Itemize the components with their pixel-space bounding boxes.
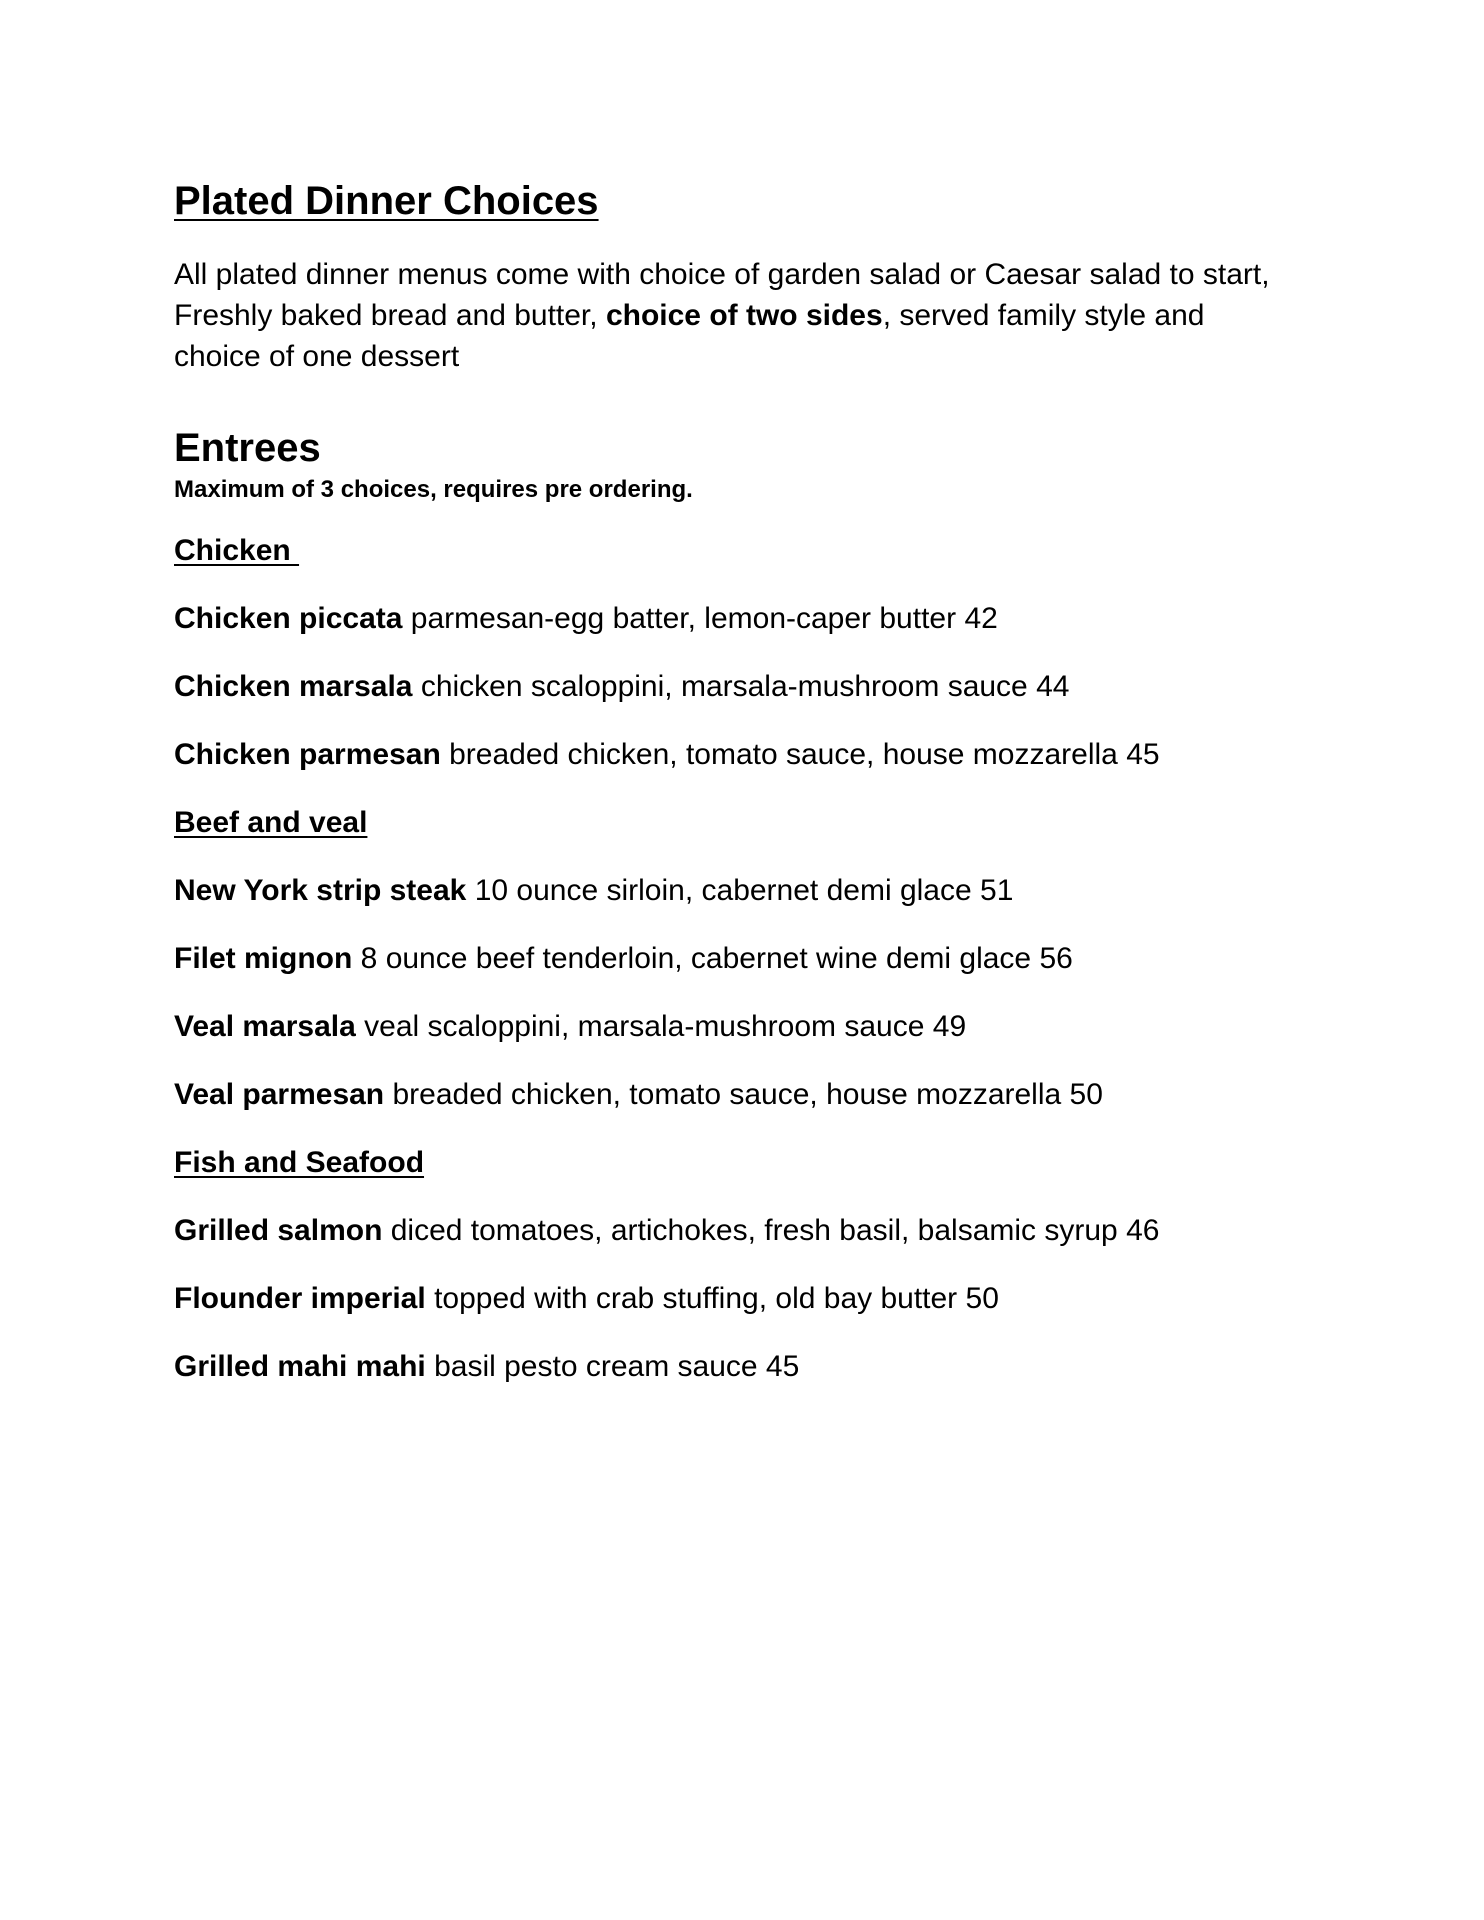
menu-page bbox=[174, 176, 1334, 1417]
category-fish-and-seafood bbox=[174, 1145, 1334, 1385]
item-price: 56 bbox=[1039, 942, 1073, 975]
item-description: topped with crab stuffing, old bay butter bbox=[434, 1282, 958, 1315]
item-price: 44 bbox=[1036, 670, 1070, 703]
item-description: breaded chicken, tomato sauce, house mozzarella bbox=[392, 1078, 1062, 1111]
menu-item bbox=[174, 669, 1334, 705]
item-price: 50 bbox=[1069, 1078, 1103, 1111]
item-description: 8 ounce beef tenderloin, cabernet wine demi glace bbox=[360, 942, 1032, 975]
menu-item bbox=[174, 1077, 1334, 1113]
item-price: 51 bbox=[980, 874, 1014, 907]
item-name: Chicken marsala bbox=[174, 670, 413, 703]
item-name: Chicken piccata bbox=[174, 602, 403, 635]
menu-item bbox=[174, 1009, 1334, 1045]
item-name: Grilled mahi mahi bbox=[174, 1350, 426, 1383]
item-description: chicken scaloppini, marsala-mushroom sauce bbox=[420, 670, 1028, 703]
item-name: Grilled salmon bbox=[174, 1214, 383, 1247]
item-name: Flounder imperial bbox=[174, 1282, 426, 1315]
item-price: 50 bbox=[965, 1282, 999, 1315]
item-description: basil pesto cream sauce bbox=[434, 1350, 758, 1383]
category-title: Beef and veal bbox=[174, 806, 368, 839]
intro-line-3: choice of one dessert bbox=[174, 340, 460, 373]
menu-item bbox=[174, 873, 1334, 909]
menu-item bbox=[174, 1349, 1334, 1385]
item-name: New York strip steak bbox=[174, 874, 467, 907]
menu-item bbox=[174, 1281, 1334, 1317]
intro-paragraph bbox=[174, 254, 1334, 377]
category-title: Fish and Seafood bbox=[174, 1146, 425, 1179]
category-title: Chicken bbox=[174, 534, 300, 567]
category-chicken bbox=[174, 533, 1334, 773]
page-title: Plated Dinner Choices bbox=[174, 179, 599, 223]
item-description: 10 ounce sirloin, cabernet demi glace bbox=[474, 874, 972, 907]
item-price: 49 bbox=[932, 1010, 967, 1043]
item-description: parmesan-egg batter, lemon-caper butter bbox=[410, 602, 957, 635]
menu-item bbox=[174, 737, 1334, 773]
item-description: veal scaloppini, marsala-mushroom sauce bbox=[364, 1010, 925, 1043]
menu-item bbox=[174, 941, 1334, 977]
item-price: 45 bbox=[1126, 738, 1160, 771]
menu-item bbox=[174, 601, 1334, 637]
intro-line-2-start: Freshly baked bread and butter, bbox=[174, 299, 606, 332]
item-price: 42 bbox=[964, 602, 998, 635]
item-description: diced tomatoes, artichokes, fresh basil, balsamic syrup bbox=[390, 1214, 1118, 1247]
item-description: breaded chicken, tomato sauce, house mozzarella bbox=[449, 738, 1118, 771]
item-price: 46 bbox=[1126, 1214, 1160, 1247]
item-name: Chicken parmesan bbox=[174, 738, 441, 771]
item-name: Filet mignon bbox=[174, 942, 353, 975]
intro-sides-emphasis: choice of two sides bbox=[605, 299, 883, 332]
entrees-heading: Entrees bbox=[174, 426, 321, 470]
entrees-note: Maximum of 3 choices, requires pre ordering. bbox=[174, 476, 693, 503]
intro-line-1: All plated dinner menus come with choice of garden salad or Caesar salad to start, bbox=[174, 258, 1270, 291]
category-beef-and-veal bbox=[174, 805, 1334, 1113]
intro-line-2-end: , served family style and bbox=[882, 299, 1205, 332]
item-name: Veal marsala bbox=[174, 1010, 356, 1043]
menu-item bbox=[174, 1213, 1334, 1249]
item-name: Veal parmesan bbox=[174, 1078, 385, 1111]
item-price: 45 bbox=[765, 1350, 800, 1383]
